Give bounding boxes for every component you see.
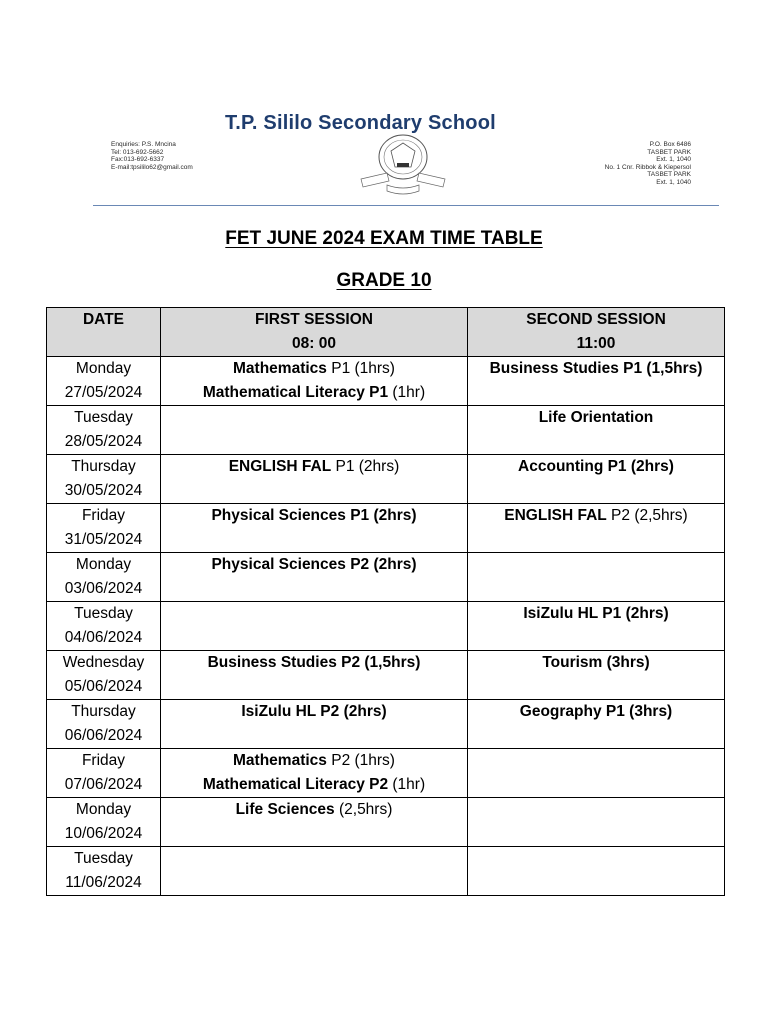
first-session-cell bbox=[161, 700, 468, 749]
date-cell bbox=[47, 847, 161, 896]
day-name: Friday bbox=[81, 507, 126, 524]
first-session-cell bbox=[161, 749, 468, 798]
email-line: E-mail:tpsililo62@gmail.com bbox=[111, 163, 193, 171]
header-second-session bbox=[468, 308, 725, 357]
address-line: TASBET PARK bbox=[647, 171, 691, 179]
first-session-subject bbox=[163, 651, 465, 675]
second-session-subject bbox=[470, 406, 722, 430]
table-row bbox=[47, 749, 725, 798]
subject-detail: (1hr) bbox=[388, 384, 426, 401]
second-session-cell bbox=[468, 700, 725, 749]
second-session-subject bbox=[470, 455, 722, 479]
day-name: Tuesday bbox=[74, 409, 133, 426]
first-session-cell bbox=[161, 602, 468, 651]
second-session-cell bbox=[468, 455, 725, 504]
first-session-cell bbox=[161, 357, 468, 406]
subject-name: Mathematics bbox=[233, 752, 327, 769]
subject-name: Accounting P1 (2hrs) bbox=[518, 458, 674, 475]
date-value: 10/06/2024 bbox=[64, 825, 143, 842]
first-session-cell bbox=[161, 553, 468, 602]
date-value: 28/05/2024 bbox=[64, 433, 143, 450]
subject-name: Life Orientation bbox=[538, 409, 654, 426]
date-value: 27/05/2024 bbox=[64, 384, 143, 401]
subject-name: Business Studies P2 (1,5hrs) bbox=[207, 654, 421, 671]
subject-detail: P2 (1hrs) bbox=[326, 752, 395, 769]
subject-detail: P1 (2hrs) bbox=[331, 458, 400, 475]
day-name: Friday bbox=[81, 752, 126, 769]
header-date-label: DATE bbox=[82, 311, 125, 328]
subject-name: Physical Sciences P2 (2hrs) bbox=[211, 556, 417, 573]
first-session-subject bbox=[163, 504, 465, 528]
date-value: 07/06/2024 bbox=[64, 776, 143, 793]
header-first-session-label: FIRST SESSION bbox=[255, 311, 373, 328]
first-session-cell bbox=[161, 504, 468, 553]
date-cell bbox=[47, 455, 161, 504]
po-box-line: P.O. Box 6486 bbox=[649, 141, 691, 148]
second-session-subject bbox=[470, 357, 722, 381]
exam-timetable bbox=[46, 307, 725, 896]
subject-name: Mathematics bbox=[233, 360, 327, 377]
second-session-cell bbox=[468, 847, 725, 896]
subject-name: ENGLISH FAL bbox=[228, 458, 332, 475]
date-value: 30/05/2024 bbox=[64, 482, 143, 499]
second-session-subject bbox=[470, 651, 722, 675]
date-cell bbox=[47, 651, 161, 700]
first-session-cell bbox=[161, 798, 468, 847]
fax-line: Fax:013-692-6337 bbox=[111, 156, 165, 164]
day-name: Wednesday bbox=[62, 654, 145, 671]
day-name: Tuesday bbox=[74, 605, 133, 622]
date-cell bbox=[47, 700, 161, 749]
address-line: Ext. 1, 1040 bbox=[656, 178, 691, 186]
table-row bbox=[47, 406, 725, 455]
first-session-cell bbox=[161, 847, 468, 896]
table-row bbox=[47, 504, 725, 553]
first-session-subject bbox=[163, 553, 465, 577]
day-name: Thursday bbox=[71, 703, 136, 720]
date-cell bbox=[47, 553, 161, 602]
date-value: 31/05/2024 bbox=[64, 531, 143, 548]
table-header-row bbox=[47, 308, 725, 357]
day-name: Monday bbox=[75, 360, 132, 377]
first-session-subject bbox=[163, 357, 465, 381]
subject-detail: P1 (1hrs) bbox=[326, 360, 395, 377]
second-session-cell bbox=[468, 651, 725, 700]
date-cell bbox=[47, 602, 161, 651]
first-session-subject bbox=[163, 381, 465, 405]
date-value: 06/06/2024 bbox=[64, 727, 143, 744]
date-cell bbox=[47, 406, 161, 455]
address-line: Ext. 1, 1040 bbox=[656, 156, 691, 164]
date-value: 05/06/2024 bbox=[64, 678, 143, 695]
date-cell bbox=[47, 504, 161, 553]
date-cell bbox=[47, 798, 161, 847]
subject-name: Mathematical Literacy P2 bbox=[202, 776, 389, 793]
second-session-cell bbox=[468, 504, 725, 553]
enquiries-line: Enquiries: P.S. Mncina bbox=[111, 141, 176, 148]
address-line: TASBET PARK bbox=[647, 148, 691, 156]
date-value: 04/06/2024 bbox=[64, 629, 143, 646]
subject-name: Tourism (3hrs) bbox=[542, 654, 650, 671]
second-session-cell bbox=[468, 602, 725, 651]
subject-name: Geography P1 (3hrs) bbox=[519, 703, 673, 720]
second-session-subject bbox=[470, 504, 722, 528]
first-session-subject bbox=[163, 773, 465, 797]
table-row bbox=[47, 798, 725, 847]
subject-name: Mathematical Literacy P1 bbox=[202, 384, 389, 401]
first-session-cell bbox=[161, 406, 468, 455]
second-session-subject bbox=[470, 602, 722, 626]
grade-heading: GRADE 10 bbox=[336, 270, 432, 291]
day-name: Monday bbox=[75, 556, 132, 573]
school-crest-logo bbox=[351, 133, 455, 201]
second-session-cell bbox=[468, 406, 725, 455]
contact-details-left bbox=[111, 141, 193, 171]
subject-name: Business Studies P1 (1,5hrs) bbox=[489, 360, 703, 377]
letterhead bbox=[93, 88, 719, 208]
second-session-cell bbox=[468, 553, 725, 602]
first-session-subject bbox=[163, 455, 465, 479]
header-second-session-label: SECOND SESSION bbox=[526, 311, 666, 328]
school-name: T.P. Sililo Secondary School bbox=[225, 112, 496, 134]
day-name: Thursday bbox=[71, 458, 136, 475]
date-value: 03/06/2024 bbox=[64, 580, 143, 597]
header-first-session-time: 08: 00 bbox=[292, 335, 336, 352]
document-title: FET JUNE 2024 EXAM TIME TABLE bbox=[225, 228, 543, 249]
table-row bbox=[47, 602, 725, 651]
first-session-subject bbox=[163, 700, 465, 724]
second-session-cell bbox=[468, 357, 725, 406]
subject-name: Physical Sciences P1 (2hrs) bbox=[211, 507, 417, 524]
first-session-cell bbox=[161, 455, 468, 504]
subject-name: IsiZulu HL P1 (2hrs) bbox=[523, 605, 669, 622]
date-value: 11/06/2024 bbox=[65, 874, 142, 891]
first-session-cell bbox=[161, 651, 468, 700]
contact-details-right bbox=[605, 141, 691, 187]
tel-line: Tel: 013-692-5662 bbox=[111, 148, 164, 156]
date-cell bbox=[47, 357, 161, 406]
address-line: No. 1 Cnr. Ribbok & Kiepersol bbox=[604, 163, 691, 171]
letterhead-divider bbox=[93, 205, 719, 206]
table-row bbox=[47, 553, 725, 602]
table-row bbox=[47, 455, 725, 504]
day-name: Tuesday bbox=[74, 850, 133, 867]
header-date bbox=[47, 308, 161, 357]
table-row bbox=[47, 651, 725, 700]
first-session-subject bbox=[163, 798, 465, 822]
subject-name: ENGLISH FAL bbox=[504, 507, 607, 524]
table-row bbox=[47, 700, 725, 749]
header-first-session bbox=[161, 308, 468, 357]
subject-detail: (2,5hrs) bbox=[334, 801, 393, 818]
second-session-cell bbox=[468, 749, 725, 798]
subject-name: Life Sciences bbox=[235, 801, 335, 818]
subject-detail: (1hr) bbox=[388, 776, 426, 793]
subject-detail: P2 (2,5hrs) bbox=[606, 507, 688, 524]
subject-name: IsiZulu HL P2 (2hrs) bbox=[241, 703, 387, 720]
date-cell bbox=[47, 749, 161, 798]
second-session-cell bbox=[468, 798, 725, 847]
table-row bbox=[47, 357, 725, 406]
header-second-session-time: 11:00 bbox=[576, 335, 616, 352]
table-row bbox=[47, 847, 725, 896]
timetable-body bbox=[47, 357, 725, 896]
first-session-subject bbox=[163, 749, 465, 773]
second-session-subject bbox=[470, 700, 722, 724]
day-name: Monday bbox=[75, 801, 132, 818]
